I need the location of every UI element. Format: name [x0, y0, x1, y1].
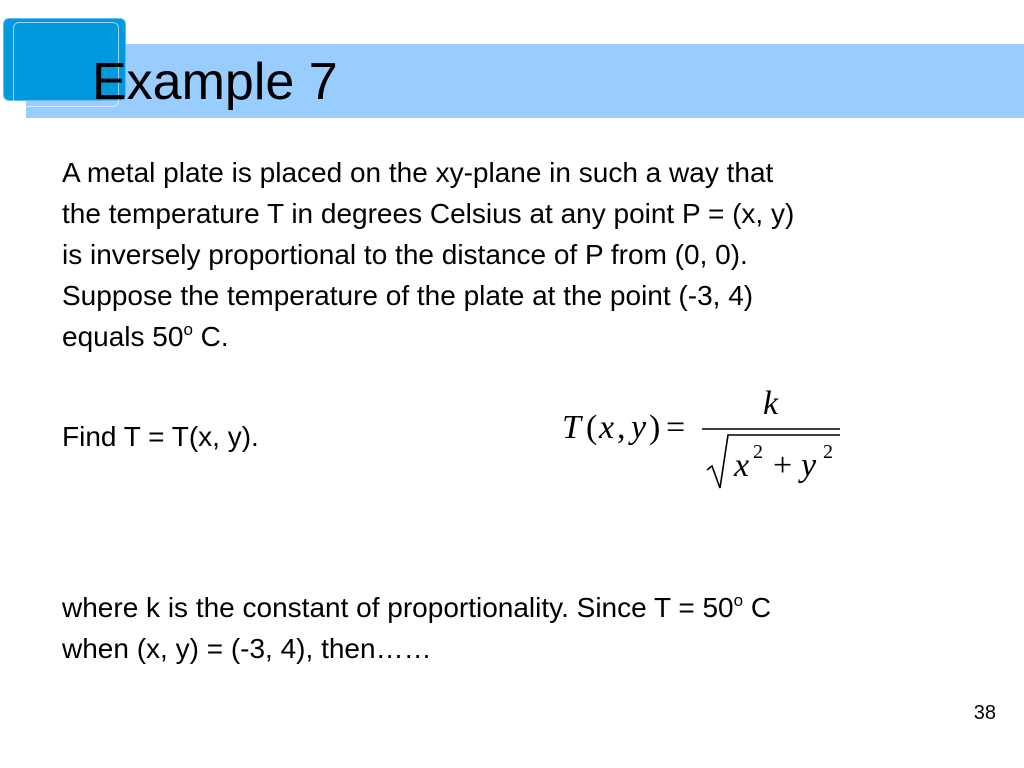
follow-up-text [62, 587, 771, 669]
degree-superscript: o [733, 591, 744, 610]
temperature-formula [556, 380, 856, 500]
formula-x: x [599, 409, 615, 446]
problem-statement [62, 152, 794, 357]
follow-up-line [62, 587, 771, 628]
degree-superscript: o [183, 320, 193, 339]
problem-line: the temperature T in degrees Celsius at any point P = (x, y) [62, 198, 795, 229]
formula-den-y: y [801, 447, 817, 484]
formula-paren-close: ) [649, 409, 661, 446]
formula-den-exp: 2 [753, 441, 763, 463]
problem-text: C. [192, 321, 229, 352]
problem-line: A metal plate is placed on the xy-plane in such a way that [62, 157, 774, 188]
formula-comma: , [617, 409, 626, 446]
formula-numerator-k: k [763, 385, 779, 422]
problem-line: Suppose the temperature of the plate at the point (-3, 4) [62, 280, 754, 311]
formula-y: y [631, 409, 647, 446]
follow-up-line: when (x, y) = (-3, 4), then…… [62, 633, 432, 664]
formula-paren-open: ( [586, 409, 598, 446]
formula-T: T [562, 409, 581, 446]
slide-title: Example 7 [92, 53, 338, 111]
formula-equals: = [666, 409, 686, 446]
problem-line: is inversely proportional to the distance of P from (0, 0). [62, 239, 748, 270]
problem-text: equals 50 [62, 321, 184, 352]
formula-den-plus: + [773, 447, 793, 484]
problem-line [62, 316, 794, 357]
task-statement: Find T = T(x, y). [62, 421, 259, 452]
follow-up-text-segment: where k is the constant of proportionality. Since T = 50 [62, 592, 734, 623]
follow-up-text-segment: C [743, 592, 772, 623]
formula-den-x: x [734, 447, 750, 484]
formula-den-exp: 2 [823, 441, 833, 463]
slide-number: 38 [973, 702, 996, 724]
